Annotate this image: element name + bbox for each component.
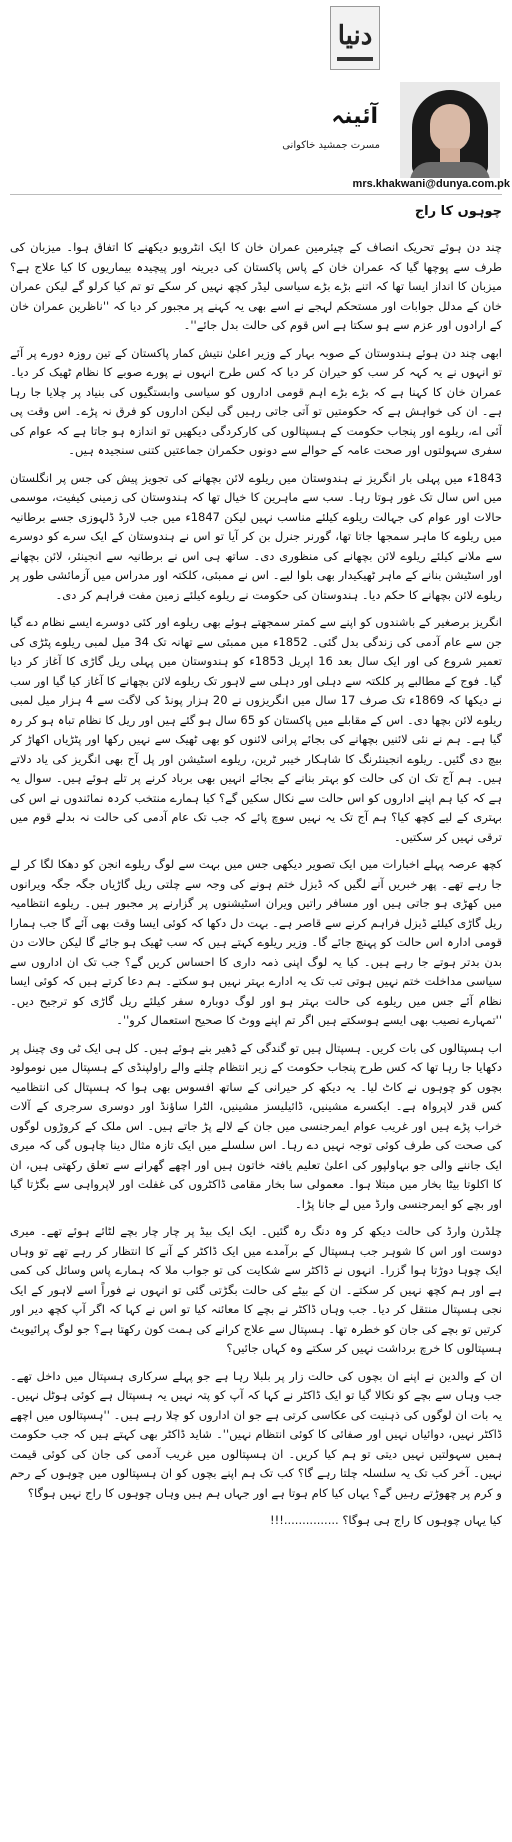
masthead [0,0,512,78]
newspaper-logo [330,6,380,70]
author-photo [400,82,500,178]
header-divider [10,194,502,195]
article-paragraph: ابھی چند دن ہوئے ہندوستان کے صوبہ بہار کے وزیر اعلیٰ نتیش کمار پاکستان کے تین روزہ دورے پر آئے تو انہوں نے یہ کہہ کر سب کو حیران کر دیا کہ کس طرح انہوں نے پورے صوبے کا نظام ٹھیک کر دیا۔ عمران خان کا کہنا ہے کہ بڑے بڑے اہم قومی اداروں کو سیاسی وابستگیوں کی بنیاد پر چلایا جا رہا ہے۔ ان کی خواہش ہے کہ حکومتیں تو آتی جاتی رہیں گی لیکن اداروں کو فرق نہ پڑے۔ اس وقت پی آئی اے، ریلوے اور پنجاب حکومت کے ہسپتالوں کی کارکردگی دیکھیں تو اندازہ ہو جاتا ہے کہ عوام کی سفری سہولتوں اور صحت عامہ کے حوالے سے دونوں حکمران جماعتیں کتنی سنجیدہ ہیں۔ [10,345,502,457]
column-label: آئینہ [331,104,378,129]
article-paragraph: 1843ء میں پہلی بار انگریز نے ہندوستان میں ریلوے لائن بچھانے کی تجویز پیش کی جس پر انگلستان میں اس سال تک غور ہوتا رہا۔ سب سے ماہرین کا خیال تھا کہ ہندوستان کی زمینی کیفیت، موسمی حالات اور عوام کی جہالت ریلوے کیلئے مناسب نہیں لیکن 1847ء میں جب لارڈ ڈلہوزی جسے برطانیہ میں ریلوے کا ماہر سمجھا جاتا تھا، گورنر جنرل بن کر آیا تو اس نے ہندوستان کے ایک سرے کو دوسرے سے ملانے کیلئے ریلوے لائن بچھانے کی منظوری دی۔ ساتھ ہی اس نے برطانیہ سے انجینئر، لائن بچھانے اور اسٹیشن بنانے کے ماہر ٹھیکیدار بھی بلوا لیے۔ اس نے ممبئی، کلکتہ اور مدراس میں آزمائشی طور پر ریلوے لائن بچھانے کا حکم دیا۔ ہندوستان کی حکومت نے ریلوے کیلئے زمین مفت فراہم کر دی۔ [10,470,502,602]
article-body [10,238,502,1834]
logo-text: دنیا [337,21,373,51]
article-paragraph: چند دن ہوئے تحریک انصاف کے چیئرمین عمران خان کا ایک انٹرویو دیکھنے کا اتفاق ہوا۔ میزبان کی طرف سے پوچھا گیا کہ عمران خان کے پاس پاکستان کی دیرینہ اور پیچیدہ بیماریوں کا کیا علاج ہے؟ میزبان کا انداز ایسا تھا کہ اتنے بڑے بڑے سیاسی لیڈر کچھ نہیں کر سکے تو تم کیا کرلو گے لیکن عمران خان کے مدلل جوابات اور مستحکم لہجے نے اسے بھی یہ کہنے پر مجبور کر دیا کہ ''ناظرین عمران خان کے ارادوں اور عزم سے ہو سکتا ہے اس قوم کی حالت بدل جائے''۔ [10,240,502,332]
article-paragraph: اب ہسپتالوں کی بات کریں۔ ہسپتال ہیں تو گندگی کے ڈھیر بنے ہوئے ہیں۔ کل ہی ایک ٹی وی چینل پر دکھایا جا رہا تھا کہ کس طرح پنجاب حکومت کے زیر انتظام چلنے والے راولپنڈی کے ہسپتال میں نومولود بچوں کو چوہوں نے کاٹ لیا۔ یہ دیکھ کر حیرانی کے ساتھ افسوس بھی ہوا کہ ہسپتال کی انتظامیہ کس قدر لاپرواہ ہے۔ ایکسرے مشینیں، ڈائیلیسز مشینیں، الٹرا ساؤنڈ اور دوسری سرجری کے آلات خراب پڑے ہیں اور غریب عوام ایمرجنسی میں جان کے لالے پڑ جاتے ہیں۔ اس ملک کے کروڑوں لوگوں کی صحت کی طرف کوئی توجہ نہیں دے رہا۔ اس سلسلے میں ایک تازہ مثال دینا چاہوں گی کہ میری ایک جاننے والی جو بہاولپور کی اعلیٰ تعلیم یافتہ خاتون ہیں اور اچھے گھرانے سے تعلق رکھتی ہیں، ان کا اکلوتا بیٹا بخار میں مبتلا ہوا۔ معمولی سا بخار مقامی ڈاکٹروں کی غفلت اور لاپرواہی سے بگڑتا گیا اور بچے کو ایمرجنسی وارڈ میں لے جانا پڑا۔ [10,1040,502,1211]
author-email: mrs.khakwani@dunya.com.pk [352,178,510,190]
article-paragraph: کچھ عرصہ پہلے اخبارات میں ایک تصویر دیکھی جس میں بہت سے لوگ ریلوے انجن کو دھکا لگا کر لے جا رہے تھے۔ پھر خبریں آنے لگیں کہ ڈیزل ختم ہونے کی وجہ سے چلتی ریل گاڑیاں جگہ جگہ ویرانوں میں کھڑی ہو جاتی ہیں اور مسافر راتیں ویران اسٹیشنوں پر گزارنے پر مجبور ہیں۔ ریلوے انتظامیہ ریل گاڑی کیلئے ڈیزل فراہم کرنے سے قاصر ہے۔ بہت دل دکھا کہ کوئی ایسا وقت بھی آئے گا جب ہمارا قومی ادارہ اس حالت کو پہنچ جائے گا۔ وزیر ریلوے کہتے ہیں کہ سب ٹھیک ہو جائے گا لیکن حالات دن بدن بدتر ہوتے جا رہے ہیں۔ کیا یہ لوگ اپنی ذمہ داری کا احساس کریں گے؟ جب تک ان اداروں سے سیاسی مداخلت ختم نہیں ہوتی تب تک یہ ادارے بہتر نہیں ہو سکتے۔ ہم دعا کرتے ہیں کہ کوئی ایسا نظام آئے جس میں ریلوے کی حالت بہتر ہو اور لوگ دوبارہ سفر کیلئے ریل گاڑی کو ترجیح دیں۔ ''تمہارے نصیب بھی ایسے ہوسکتے ہیں اگر تم اپنے ووٹ کا صحیح استعمال کرو''۔ [10,857,502,1027]
article-closing-line: کیا یہاں چوہوں کا راج ہی ہوگا؟ ...............!!! [270,1513,502,1527]
article-paragraph: چلڈرن وارڈ کی حالت دیکھ کر وہ دنگ رہ گئیں۔ ایک ایک بیڈ پر چار چار بچے لٹائے ہوئے تھے۔ میری دوست اور اس کا شوہر جب ہسپتال کے برآمدے میں ایک ڈاکٹر کے آنے کا انتظار کر رہے تھے تو وہاں ایک چوہا دوڑتا ہوا گزرا۔ انہوں نے ڈاکٹر سے شکایت کی تو جواب ملا کہ ہمارے پاس وسائل کی کمی ہے اور ہم کچھ نہیں کر سکتے۔ ان کے بیٹے کی حالت بگڑتی گئی تو انہوں نے فوراً اسے لاہور کے ایک نجی ہسپتال منتقل کر دیا۔ جب وہاں ڈاکٹر نے بچے کا معائنہ کیا تو اس نے کہا کہ اگر آپ کچھ دیر اور کرتیں تو بچے کی جان کو خطرہ تھا۔ ہسپتال سے علاج کرانے کی ہمت کون رکھتا ہے؟ جو لوگ پرائیویٹ ہسپتالوں کا خرچ برداشت نہیں کر سکتے وہ کہاں جائیں؟ [10,1224,502,1355]
logo-bar [337,57,373,61]
article-headline: چوہوں کا راج [414,204,502,219]
article-paragraph: ان کے والدین نے اپنے ان بچوں کی حالت زار پر بلبلا رہا ہے جو پہلے سرکاری ہسپتال میں داخل تھے۔ جب وہاں سے بچے کو نکالا گیا تو ایک ڈاکٹر نے کہا کہ آپ کو پتہ نہیں یہ ہسپتال ہے کوئی ہوٹل نہیں۔ یہ بات ان لوگوں کی ذہنیت کی عکاسی کرتی ہے جو ان اداروں کو چلا رہے ہیں۔ ''ہسپتالوں میں اچھے ڈاکٹر نہیں، دوائیاں نہیں اور صفائی کا کوئی انتظام نہیں''۔ شاید ڈاکٹر بھی کہتے ہیں کہ جب حکومت ہمیں سہولتیں نہیں دیتی تو ہم کیا کریں۔ ان ہسپتالوں میں غریب آدمی کی جان کی کوئی قیمت نہیں۔ آخر کب تک یہ سلسلہ چلتا رہے گا؟ کب تک ہم اپنے بچوں کو ان ہسپتالوں میں چوہوں کے رحم و کرم پر چھوڑتے رہیں گے؟ یہاں کیا کام ہوتا ہے اور جہاں ہم ہیں وہاں چوہوں کا راج نہیں ہوگا؟ [10,1368,502,1500]
column-author: مسرت جمشید خاکوانی [282,140,380,151]
article-paragraph: انگریز برصغیر کے باشندوں کو اپنے سے کمتر سمجھتے ہوئے بھی ریلوے اور کئی دوسرے ایسے نظام دے گیا جن سے عام آدمی کی زندگی بدل گئی۔ 1852ء میں ممبئی سے تھانہ تک 34 میل لمبی ریلوے پٹڑی کی تعمیر شروع کی اور ایک سال بعد 16 اپریل 1853ء کو ہندوستان میں پہلی ریل گاڑی کا آغاز کر دیا گیا۔ فوج کے مطالبے پر کلکتہ سے دہلی اور دہلی سے لاہور تک ریلوے لائن بچھانے کا آغاز کیا گیا اور سب نے دیکھا کہ 1869ء تک صرف 17 سال میں انگریزوں نے 20 ہزار پونڈ کی لاگت سے 4 ہزار میل لمبی ریلوے لائن بچھا دی۔ اس کے مقابلے میں پاکستان کو 65 سال ہو گئے ہیں اور ریل کا نظام تباہ ہو کر رہ گیا ہے۔ ہم نے نئی لائنیں بچھانے کی بجائے پرانی لائنوں کو بھی ٹھیک سے نہیں رکھا اور پٹڑیاں اکھاڑ کر بیچ دی گئیں۔ ریلوے انجینئرنگ کا شاہکار خیبر ٹرین، ریلوے اسٹیشن اور پل آج بھی انگریز کی یاد دلاتے ہیں۔ ہم آج تک ان کی حالت کو بہتر بنانے کے بجائے انہیں بھی برباد کرنے پر تلے ہوئے ہیں۔ سوال یہ ہے کہ کیا ہم اپنے اداروں کو اس حالت سے نکال سکیں گے؟ کیا ہمارے منتخب کردہ نمائندوں نے اس کی بہتری کے لیے کچھ کیا؟ ہم آج تک یہ نہیں سوچ پائے کہ جب تک عام آدمی کی حالت نہ بدلے قوم میں ترقی نہیں کر سکتیں۔ [10,615,502,844]
